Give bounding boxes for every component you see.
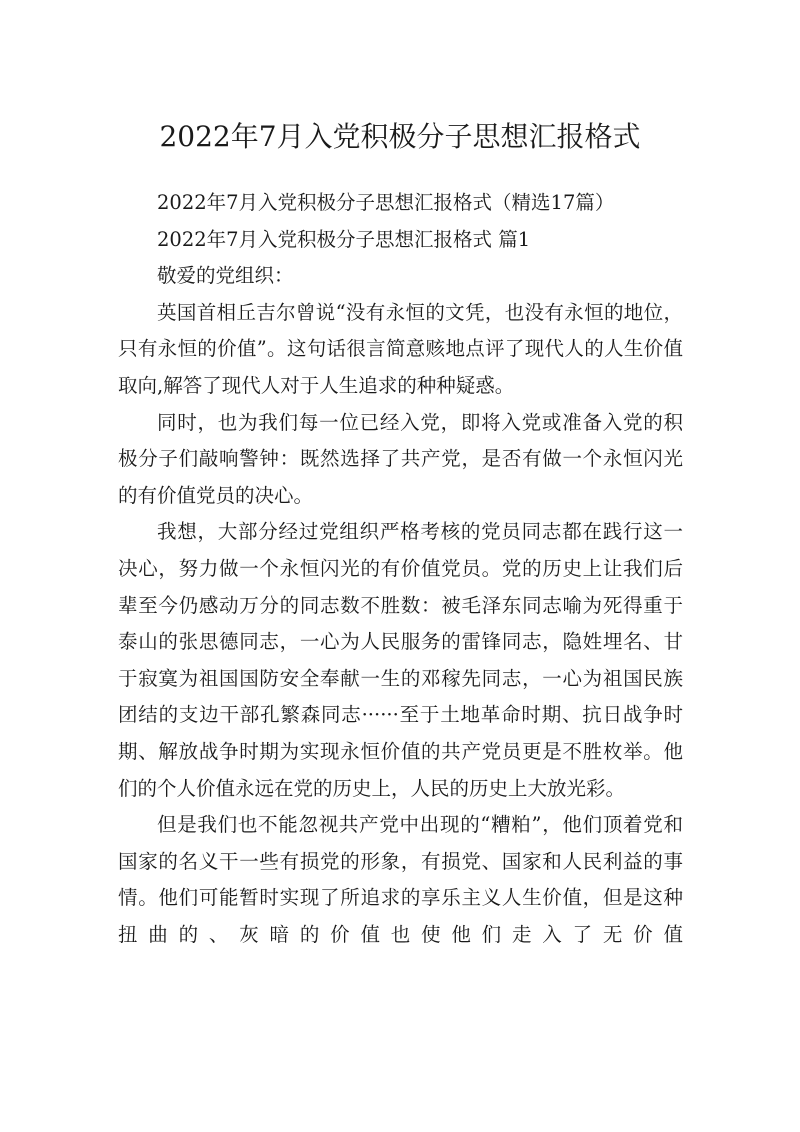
document-body: [118, 185, 683, 953]
salutation: 敬爱的党组织：: [157, 264, 294, 288]
body-paragraph-2: 同时，也为我们每一位已经入党，即将入党或准备入党的积极分子们敲响警钟：既然选择了共产党，是否有做一个永恒闪光的有价值党员的决心。: [118, 410, 683, 507]
document-title: 2022年7月入党积极分子思想汇报格式: [159, 119, 641, 153]
body-paragraph-1: 英国首相丘吉尔曾说“没有永恒的文凭，也没有永恒的地位，只有永恒的价值”。这句话很言简意赅地点评了现代人的人生价值取向,解答了现代人对于人生追求的种种疑惑。: [118, 300, 683, 397]
body-paragraph-3: 我想，大部分经过党组织严格考核的党员同志都在践行这一决心，努力做一个永恒闪光的有价值党员。党的历史上让我们后辈至今仍感动万分的同志数不胜数：被毛泽东同志喻为死得重于泰山的张思德同志，一心为人民服务的雷锋同志，隐姓埋名、甘于寂寞为祖国国防安全奉献一生的邓稼先同志，一心为祖国民族团结的支边干部孔繁森同志······至于土地革命时期、抗日战争时期、解放战争时期为实现永恒价值的共产党员更是不胜枚举。他们的个人价值永远在党的历史上，人民的历史上大放光彩。: [118, 520, 683, 800]
section-heading: 2022年7月入党积极分子思想汇报格式 篇1: [157, 227, 531, 251]
document-subtitle: 2022年7月入党积极分子思想汇报格式（精选17篇）: [157, 191, 615, 214]
body-paragraph-4: 但是我们也不能忽视共产党中出现的“糟粕”，他们顶着党和国家的名义干一些有损党的形象，有损党、国家和人民利益的事情。他们可能暂时实现了所追求的享乐主义人生价值，但是这种扭曲的、灰暗的价值也使他们走入了无价值: [118, 813, 683, 946]
